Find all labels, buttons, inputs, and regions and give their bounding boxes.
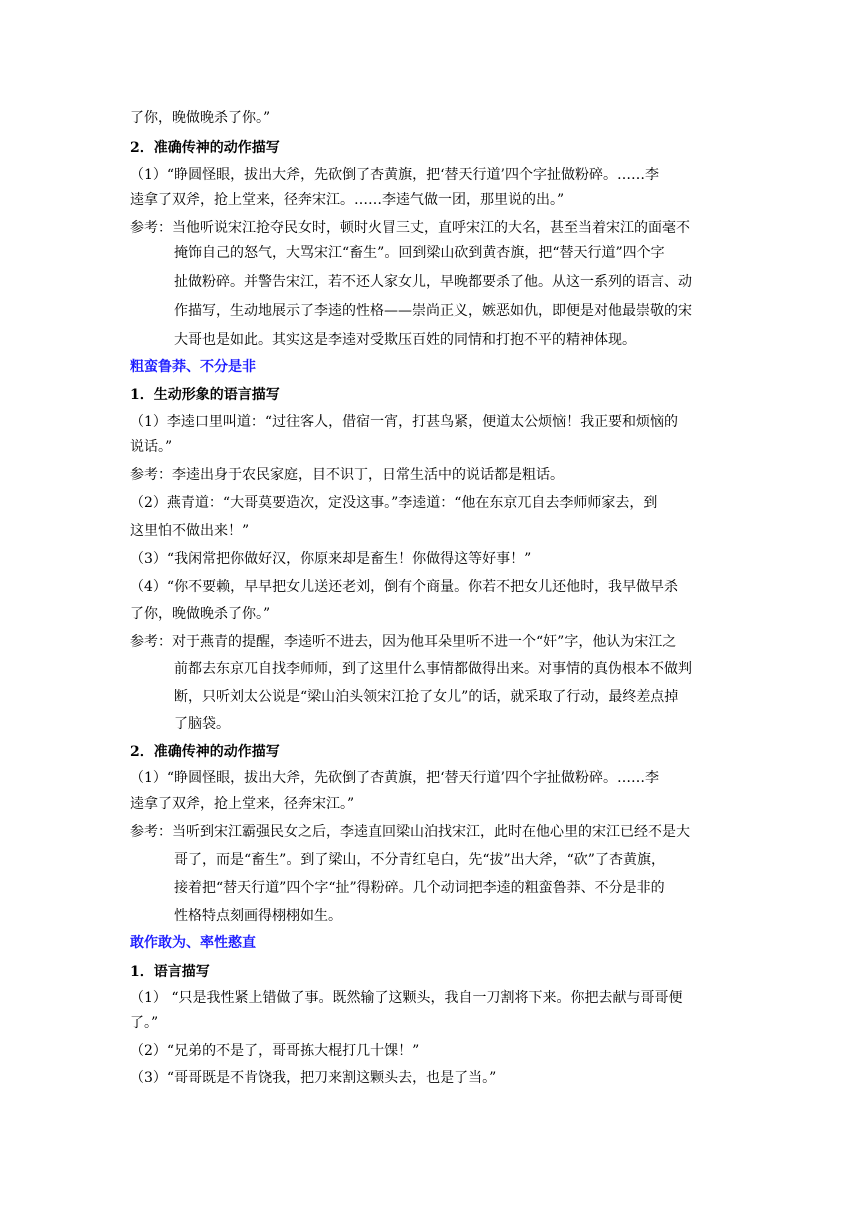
reference-line: 参考：当听到宋江霸强民女之后，李逵直回梁山泊找宋江，此时在他心里的宋江已经不是大: [130, 824, 690, 840]
text-line: （1）李逵口里叫道：“过往客人，借宿一宵，打甚鸟紧，便道太公烦恼！我正要和烦恼的: [130, 414, 679, 430]
text-line: （3）“我闲常把你做好汉，你原来却是畜生！你做得这等好事！”: [130, 551, 532, 567]
reference-line: 接着把“替天行道”四个字“扯”得粉碎。几个动词把李逵的粗蛮鲁莽、不分是非的: [174, 880, 665, 896]
section-heading: 敢作敢为、率性憨直: [130, 935, 256, 951]
reference-line: 扯做粉碎。并警告宋江，若不还人家女儿，早晚都要杀了他。从这一系列的语言、动: [174, 274, 692, 290]
text-line: （1） “只是我性紧上错做了事。既然输了这颗头，我自一刀割将下来。你把去献与哥哥便: [130, 990, 683, 1006]
text-line: 逵拿了双斧，抢上堂来，径奔宋江。”: [130, 796, 355, 812]
reference-line: 参考：李逵出身于农民家庭，目不识丁，日常生活中的说话都是粗话。: [130, 467, 564, 483]
reference-line: 作描写，生动地展示了李逵的性格——崇尚正义，嫉恶如仇，即便是对他最崇敬的宋: [174, 303, 692, 319]
text-line: 逵拿了双斧，抢上堂来，径奔宋江。……李逵气做一团，那里说的出。”: [130, 192, 565, 208]
reference-line: 前都去东京兀自找李师师，到了这里什么事情都做得出来。对事情的真伪根本不做判: [174, 661, 692, 677]
text-line: 了你，晚做晚杀了你。”: [130, 110, 271, 126]
text-line: 这里怕不做出来！”: [130, 523, 250, 539]
text-line: （4）“你不要赖，早早把女儿送还老刘，倒有个商量。你若不把女儿还他时，我早做早杀: [130, 579, 679, 595]
reference-line: 掩饰自己的怒气，大骂宋江“畜生”。回到梁山砍到黄杏旗，把“替天行道”四个字: [174, 245, 665, 261]
reference-line: 断，只听刘太公说是“梁山泊头领宋江抢了女儿”的话，就采取了行动，最终差点掉: [174, 689, 679, 705]
subsection-title: 2．准确传神的动作描写: [130, 744, 280, 760]
subsection-title: 2．准确传神的动作描写: [130, 140, 280, 156]
text-line: （3）“哥哥既是不肯饶我，把刀来割这颗头去，也是了当。”: [130, 1070, 497, 1086]
text-line: （1）“睁圆怪眼，拔出大斧，先砍倒了杏黄旗，把‘替天行道’四个字扯做粉碎。……李: [130, 167, 659, 183]
reference-line: 哥了，而是“畜生”。到了梁山，不分青红皂白，先“拔”出大斧，“砍”了杏黄旗，: [174, 852, 665, 868]
reference-line: 参考：当他听说宋江抢夺民女时，顿时火冒三丈，直呼宋江的大名，甚至当着宋江的面毫不: [130, 220, 690, 236]
reference-line: 大哥也是如此。其实这是李逵对受欺压百姓的同情和打抱不平的精神体现。: [174, 332, 636, 348]
text-line: （2）“兄弟的不是了，哥哥拣大棍打几十馃！”: [130, 1043, 420, 1059]
subsection-title: 1．生动形象的语言描写: [130, 387, 280, 403]
text-line: （1）“睁圆怪眼，拔出大斧，先砍倒了杏黄旗，把‘替天行道’四个字扯做粉碎。……李: [130, 770, 659, 786]
reference-line: 参考：对于燕青的提醒，李逵听不进去，因为他耳朵里听不进一个“奸”字，他认为宋江之: [130, 634, 677, 650]
text-line: 了你，晚做晚杀了你。”: [130, 606, 271, 622]
text-line: 了。”: [130, 1015, 159, 1031]
reference-line: 了脑袋。: [174, 716, 230, 732]
text-line: 说话。”: [130, 439, 173, 455]
text-line: （2）燕青道：“大哥莫要造次，定没这事。”李逵道：“他在东京兀自去李师师家去，到: [130, 495, 658, 511]
section-heading: 粗蛮鲁莽、不分是非: [130, 359, 256, 375]
subsection-title: 1．语言描写: [130, 964, 210, 980]
reference-line: 性格特点刻画得栩栩如生。: [174, 908, 342, 924]
